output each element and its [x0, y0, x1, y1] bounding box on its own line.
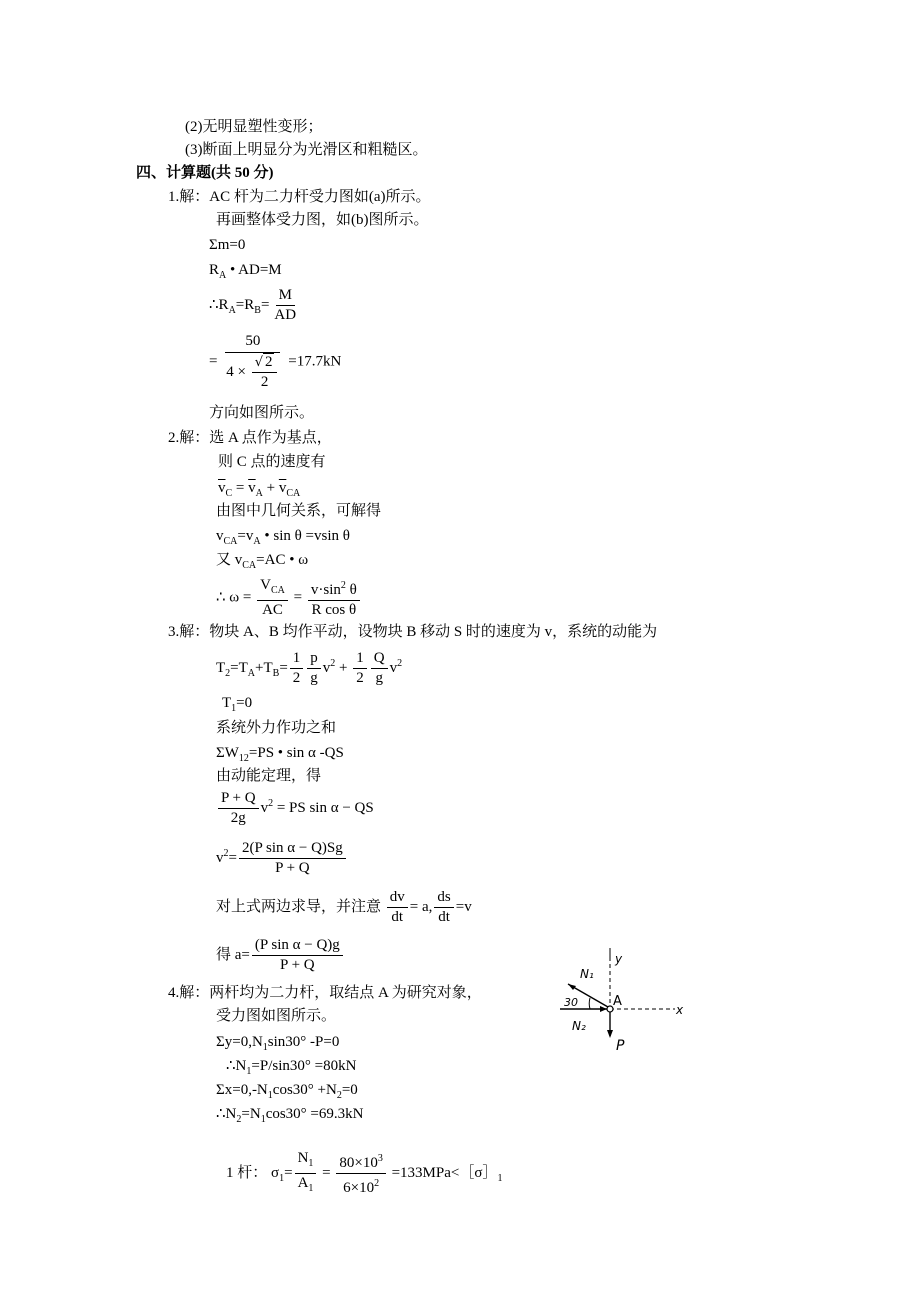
p4-line1: 4.解：两杆均为二力杆，取结点 A 为研究对象， [168, 985, 482, 1001]
p4-rod1-stress: 1 杆： $\sigma_1=$ $\frac{N_1}{A_1}$ = $\frac{80\times 10^3}{6\times 10^2}$ $=133MPa<[\sigma]_1$ [226, 1150, 503, 1196]
label-30: 30 [564, 996, 578, 1009]
p2-omega: ∴ ω = $\frac{V_{CA}}{AC}$ = $\frac{v\cdot\sin^2 \theta}{\text{R cos θ}}$ [216, 577, 362, 619]
p-arrowhead [607, 1030, 613, 1038]
p4-n2: $\therefore N_2=N_1\cos 30^\circ =69.3kN$ [216, 1106, 364, 1125]
p3-theorem: 由动能定理，得 [216, 768, 322, 784]
p3-v2: $v^2=$ $\frac{\text{2(P sin α − Q)Sg}}{P + Q}$ [216, 840, 348, 877]
p3-derivative: 对上式两边求导，并注意 $\frac{dv}{dt}$ = a, $\frac{ds}{dt}$ =v [216, 889, 472, 925]
p2-line5: 又 $v_{CA}=AC$ • ω [216, 552, 309, 571]
item-2: (2)无明显塑性变形； [185, 119, 323, 135]
p3-work: 系统外力作功之和 [216, 720, 337, 736]
label-p: P [616, 1038, 625, 1054]
p4-sum-y: $\Sigma y=0,N_1\sin 30^\circ$ -P=0 [216, 1034, 340, 1053]
p1-ra-ad: $R_A$ • AD=M [209, 262, 282, 281]
p3-t1: $T_1=0$ [222, 695, 253, 714]
label-y: y [615, 952, 623, 966]
p2-line3: 由图中几何关系，可解得 [216, 503, 382, 519]
p1-direction: 方向如图所示。 [209, 405, 315, 421]
p3-energy: $\frac{P + Q}{2g}$ $v^2$ = PS sin α − QS [216, 790, 374, 827]
p3-line1: 3.解：物块 A、B 均作平动，设物块 B 移动 S 时的速度为 v，系统的动能为 [168, 624, 658, 640]
section-heading: 四、计算题(共 50 分) [136, 165, 274, 181]
p4-n1: $\therefore N_1=P/\sin 30^\circ =80kN$ [226, 1058, 357, 1077]
p2-vector-eq: $\overline{v}_C = \overline{v}_A + \overline{v}_{CA}$ [218, 480, 301, 499]
p2-line1: 2.解：选 A 点作为基点， [168, 430, 332, 446]
label-n1: N₁ [580, 967, 594, 981]
label-a: A [613, 994, 622, 1009]
p1-sum: Σm=0 [209, 237, 246, 253]
angle-arc [589, 998, 590, 1009]
label-x: x [676, 1003, 684, 1017]
p3-acceleration: 得 a= $\frac{\text{(P sin α − Q)g}}{P + Q}$ [216, 937, 345, 974]
p1-therefore: $\therefore R_A=R_B=$ $\frac{M}{AD}$ [209, 287, 297, 323]
n2-arrowhead [600, 1006, 607, 1012]
p1-line2: 再画整体受力图，如(b)图所示。 [216, 212, 429, 228]
p2-line2: 则 C 点的速度有 [218, 454, 326, 470]
p1-compute: = 50 4 × $\frac{√ 2}{2}$ =17.7kN [209, 333, 342, 390]
label-n2: N₂ [572, 1019, 586, 1033]
p3-sum-w: $\Sigma W_{12}=PS$ • sin α -QS [216, 745, 344, 764]
free-body-diagram [550, 940, 690, 1060]
p4-sum-x: $\Sigma x=0,-N_1\cos 30^\circ +N_2=0$ [216, 1082, 358, 1101]
p1-line1: 1.解：AC 杆为二力杆受力图如(a)所示。 [168, 189, 431, 205]
p3-t2: $T_2=T_A+T_B=$ $\frac{1}{2}$ $\frac{p}{g}$ $v^2$ + $\frac{1}{2}$ $\frac{Q}{g}$ $v^2$ [216, 650, 403, 686]
item-3: (3)断面上明显分为光滑区和粗糙区。 [185, 142, 428, 158]
p4-line2: 受力图如图所示。 [216, 1008, 337, 1024]
n1-arrowhead [568, 984, 576, 990]
p2-line4: $v_{CA}=v_A$ • sin θ =vsin θ [216, 528, 350, 547]
